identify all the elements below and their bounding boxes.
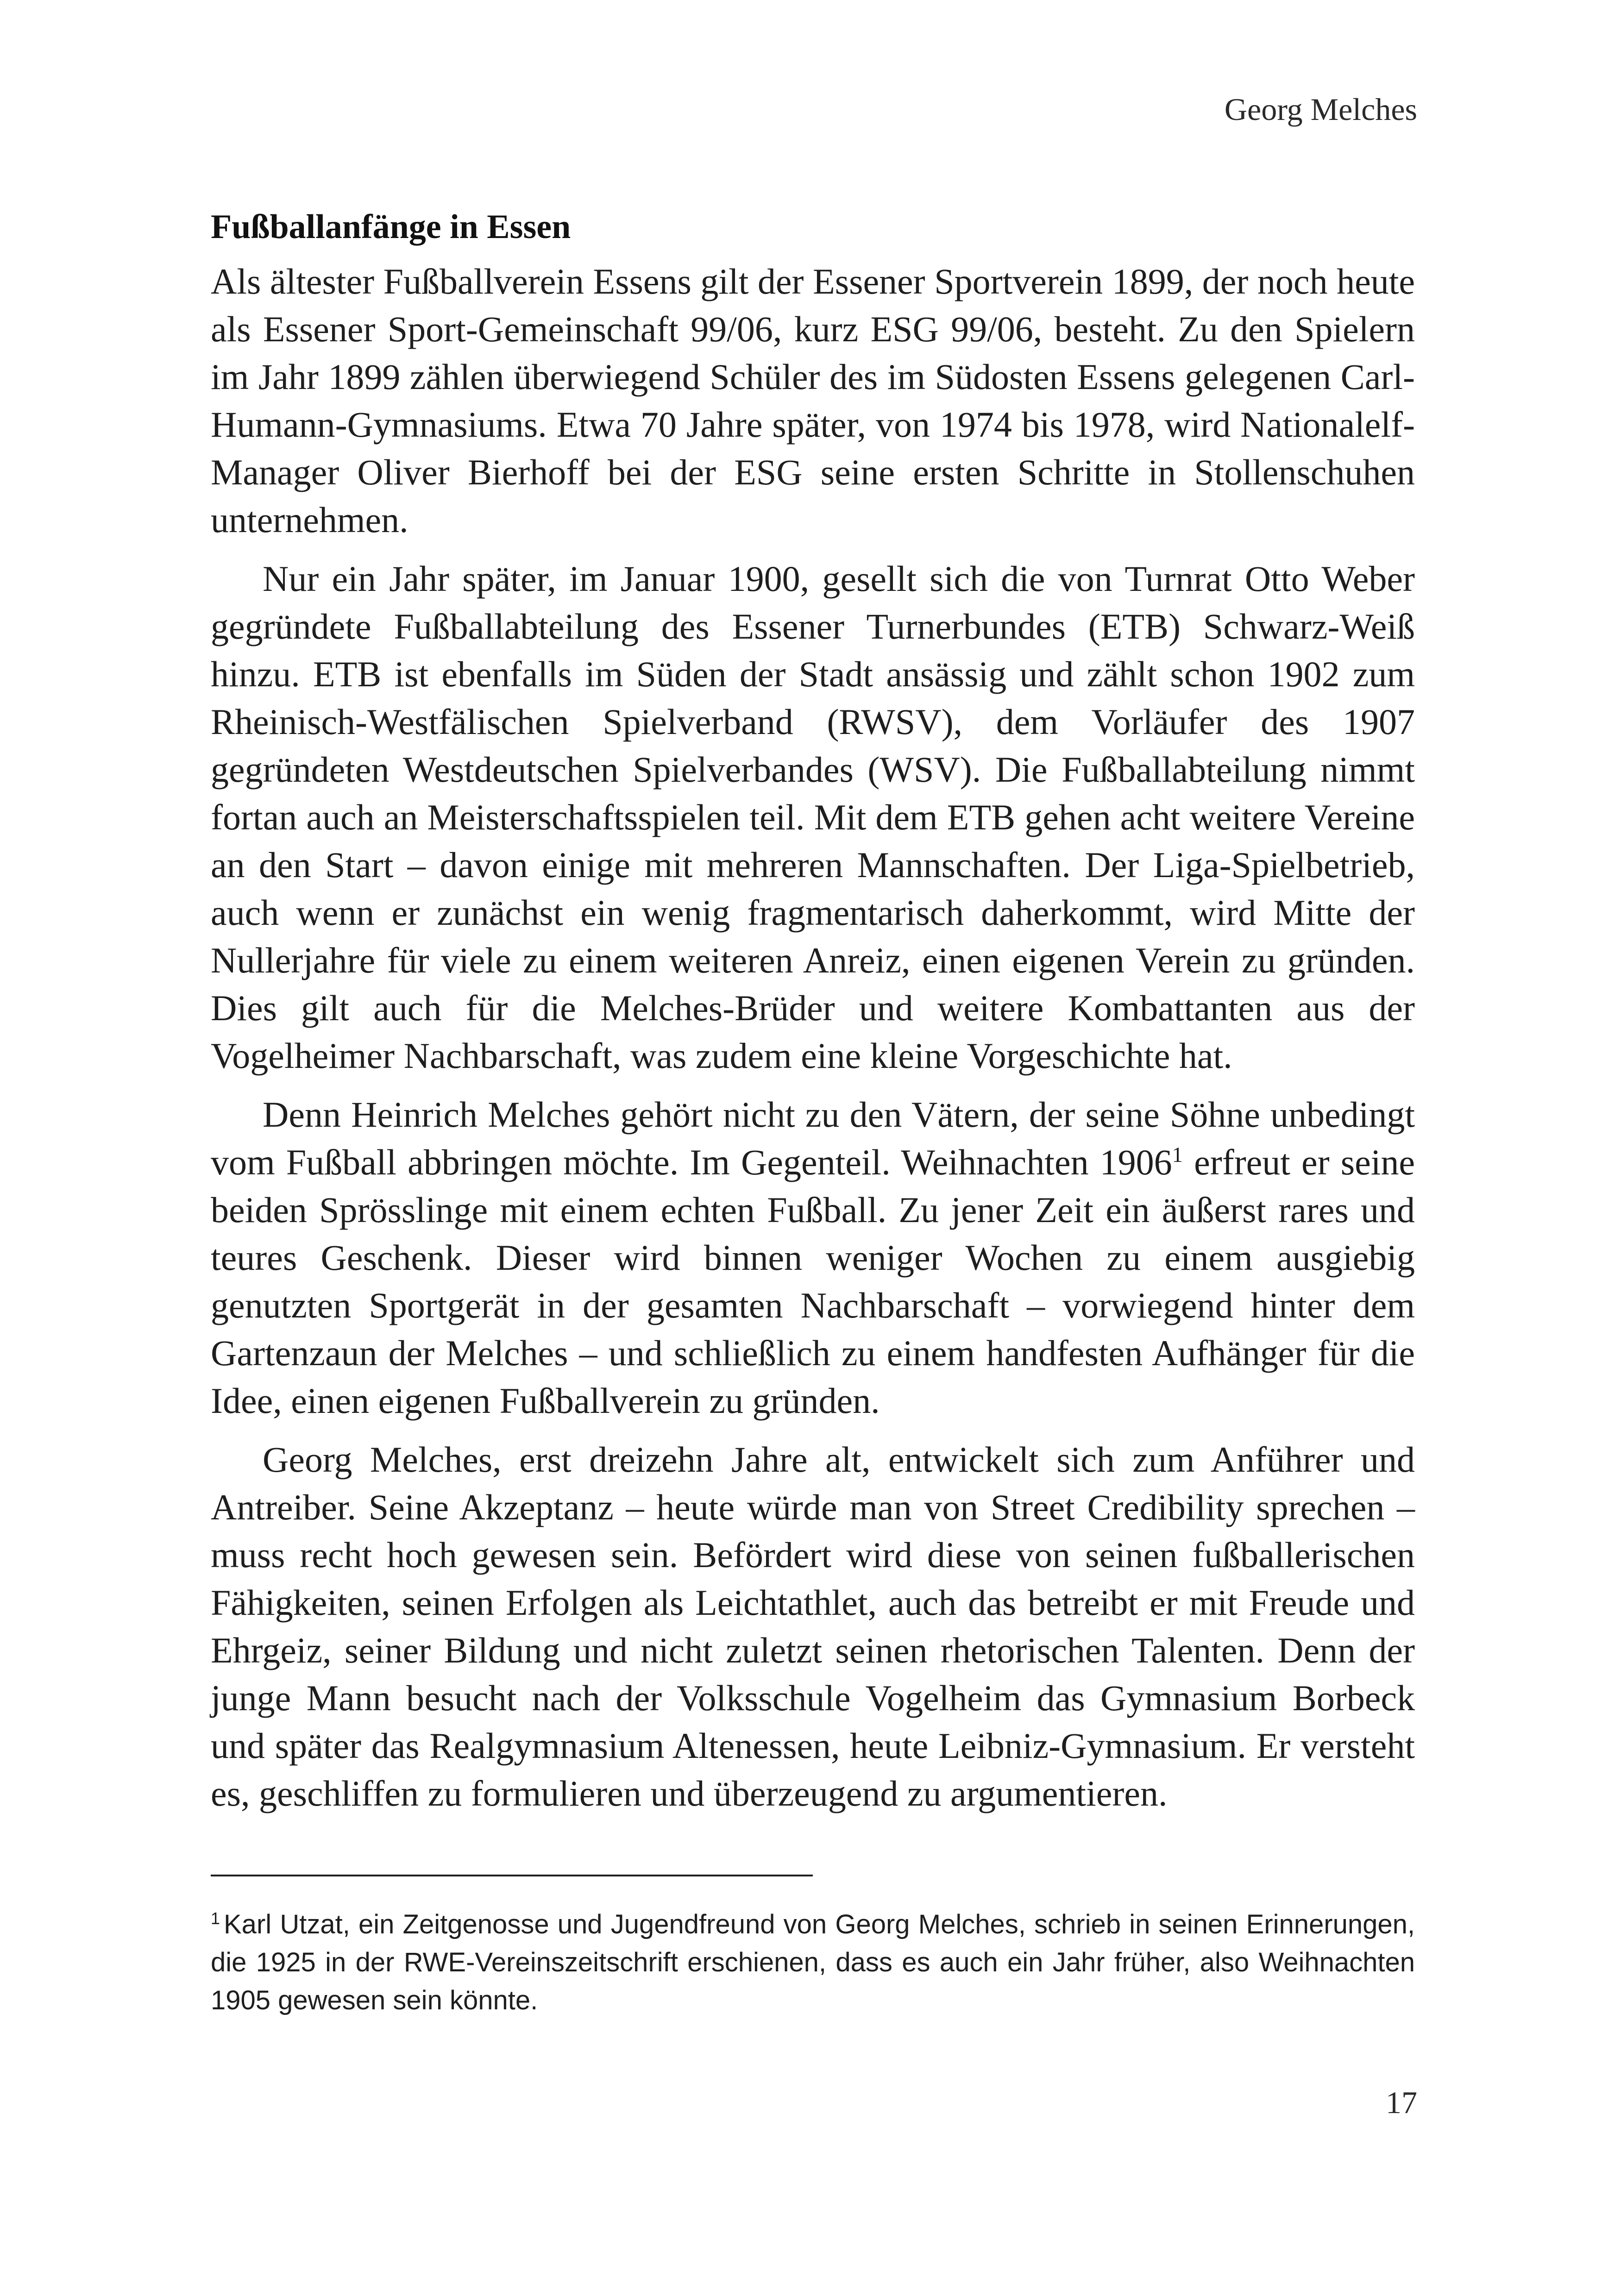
footnote-number: 1: [211, 1908, 220, 1928]
paragraph-2: Nur ein Jahr später, im Januar 1900, gesellt sich die von Turnrat Otto Weber gegründete Fußballabteilung des Essener Turnerbundes (ETB) Schwarz-Weiß hinzu. ETB ist ebenfalls im Süden der Stadt ansässig und zählt schon 1902 zum Rheinisch-Westfälischen Spielverband (RWSV), dem Vorläufer des 1907 gegründeten Westdeutschen Spielverbandes (WSV). Die Fußballabteilung nimmt fortan auch an Meisterschaftsspielen teil. Mit dem ETB gehen acht weitere Vereine an den Start – davon einige mit mehreren Mannschaften. Der Liga-Spielbetrieb, auch wenn er zunächst ein wenig fragmentarisch daherkommt, wird Mitte der Nullerjahre für viele zu einem weiteren Anreiz, einen eigenen Verein zu gründen. Dies gilt auch für die Melches-Brüder und weitere Kombattanten aus der Vogelheimer Nachbarschaft, was zudem eine kleine Vorgeschichte hat.: [211, 558, 1415, 1076]
footnote: [211, 1906, 1415, 2020]
footnote-text: Karl Utzat, ein Zeitgenosse und Jugendfreund von Georg Melches, schrieb in seinen Erinnerungen, die 1925 in der RWE-Vereinszeitschrift erschienen, dass es auch ein Jahr früher, also Weihnachten 1905 gewesen sein könnte.: [211, 1909, 1415, 2015]
paragraph-1: Als ältester Fußballverein Essens gilt der Essener Sportverein 1899, der noch heute als Essener Sport-Gemeinschaft 99/06, kurz ESG 99/06, besteht. Zu den Spielern im Jahr 1899 zählen überwiegend Schüler des im Südosten Essens gelegenen Carl-Humann-Gymnasiums. Etwa 70 Jahre später, von 1974 bis 1978, wird Nationalelf-Manager Oliver Bierhoff bei der ESG seine ersten Schritte in Stollenschuhen unternehmen.: [211, 261, 1415, 540]
section-heading: Fußballanfänge in Essen: [211, 208, 571, 246]
main-text: [211, 204, 1415, 1828]
paragraph-3-text-after: erfreut er seine beiden Sprösslinge mit einem echten Fußball. Zu jener Zeit ein äußerst rares und teures Geschenk. Dieser wird binnen weniger Wochen zu einem ausgiebig genutzten Sportgerät in der gesamten Nachbarschaft – vorwiegend hinter dem Gartenzaun der Melches – und schließlich zu einem handfesten Aufhänger für die Idee, einen eigenen Fußballverein zu gründen.: [211, 1142, 1415, 1421]
paragraph-4: Georg Melches, erst dreizehn Jahre alt, entwickelt sich zum Anführer und Antreiber. Seine Akzeptanz – heute würde man von Street Credibility sprechen – muss recht hoch gewesen sein. Befördert wird diese von seinen fußballerischen Fähigkeiten, seinen Erfolgen als Leichtathlet, auch das betreibt er mit Freude und Ehrgeiz, seiner Bildung und nicht zuletzt seinen rhetorischen Talenten. Denn der junge Mann besucht nach der Volksschule Vogelheim das Gymnasium Borbeck und später das Realgymnasium Altenessen, heute Leibniz-Gymnasium. Er versteht es, geschliffen zu formulieren und überzeugend zu argumentieren.: [211, 1439, 1415, 1813]
page-number: 17: [1386, 2085, 1417, 2120]
paragraph-3-text-before: Denn Heinrich Melches gehört nicht zu den Vätern, der seine Söhne unbedingt vom Fußball abbringen möchte. Im Gegenteil. Weihnachten 1906: [211, 1094, 1415, 1182]
paragraph-3: [211, 1091, 1415, 1424]
footnote-divider: [211, 1875, 813, 1876]
footnote-reference: 1: [1172, 1143, 1183, 1167]
running-header: Georg Melches: [1224, 92, 1417, 127]
